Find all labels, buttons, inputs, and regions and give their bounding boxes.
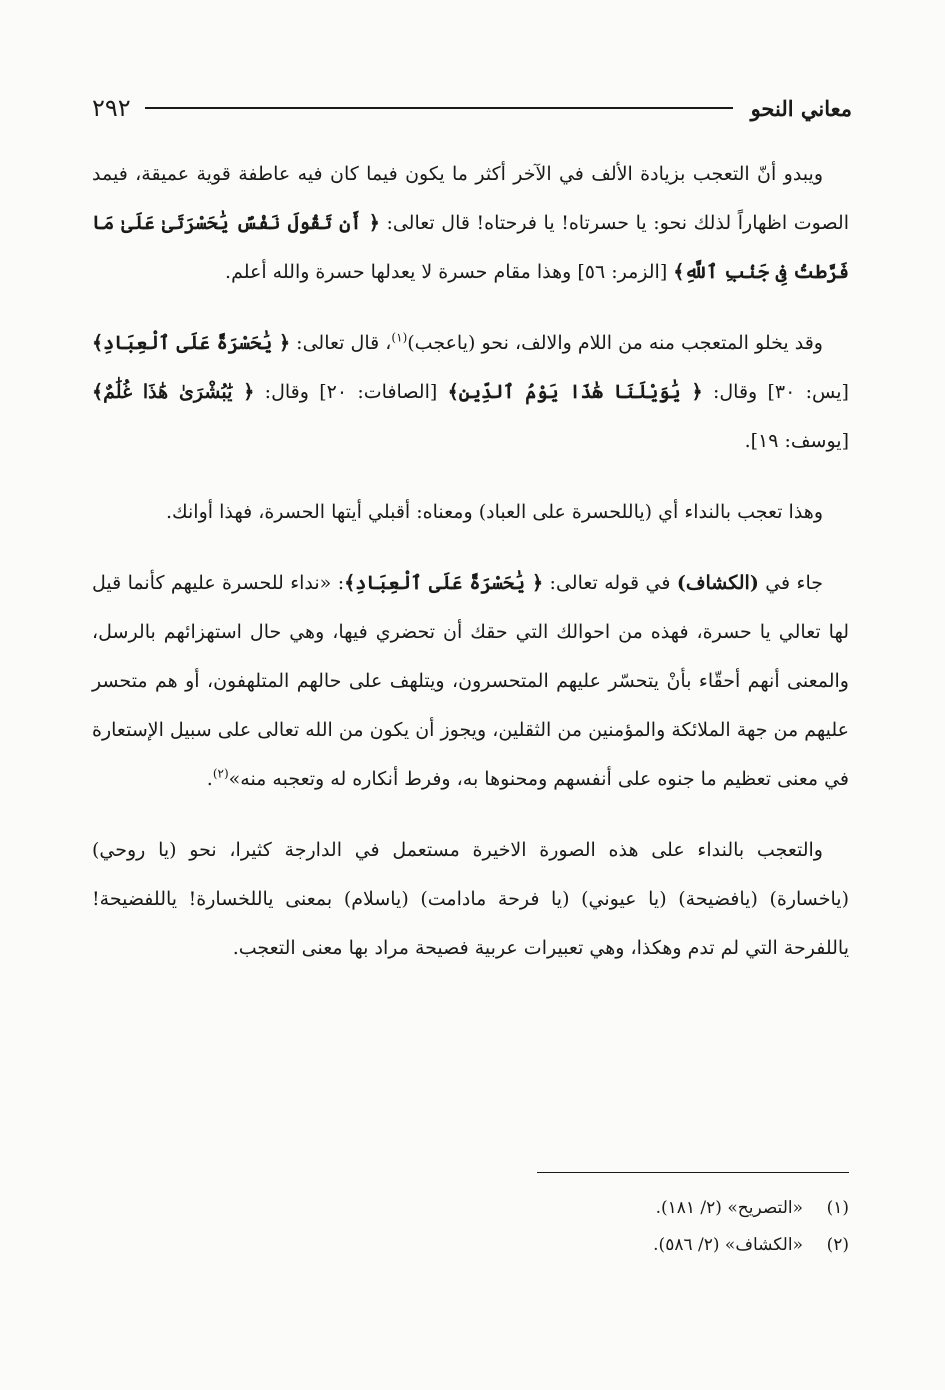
footnote-text: «التصريح» (٢/ ١٨١). <box>655 1198 803 1218</box>
paragraph-3-text: وهذا تعجب بالنداء أي (ياللحسرة على العباد) ومعناه: أقبلي أيتها الحسرة، فهذا أوانك. <box>165 501 823 523</box>
footnote-ref-1: (١) <box>391 330 408 345</box>
paragraph-4-text-b: في قوله تعالى: <box>543 572 677 594</box>
footnote-ref-2: (٢) <box>212 766 229 781</box>
paragraph-2-text-c: [يس: ٣٠] وقال: <box>702 381 849 403</box>
paragraph-2-text-e: [يوسف: ١٩]. <box>744 430 849 452</box>
running-title: معاني النحو <box>750 95 852 121</box>
paragraph-2 <box>92 319 849 466</box>
paragraph-1-text-a: ويبدو أنّ التعجب بزيادة الألف في الآخر أكثر ما يكون فيما كان فيه عاطفة قوية عميقة، فيمد الصوت اظهاراً لذلك نحو: يا حسرتاه! يا فرحتاه! قال تعالى: <box>92 163 849 234</box>
paragraph-2-text-b: ، قال تعالى: <box>290 332 392 354</box>
quran-verse: ﴿ أَن تَقُولَ نَفْسٌ يَٰحَسْرَتَىٰ عَلَىٰ مَا فَرَّطتُ فِى جَنۢبِ ٱللَّهِ﴾ <box>92 212 849 283</box>
footnote-2 <box>92 1227 849 1264</box>
body-text <box>92 150 849 995</box>
footnote-number: (٢) <box>826 1235 849 1255</box>
kashaf-reference: (الكشاف) <box>676 572 759 594</box>
header-rule <box>145 107 733 109</box>
footnote-text: «الكشاف» (٢/ ٥٨٦). <box>653 1235 803 1255</box>
paragraph-1 <box>92 150 849 297</box>
paragraph-4 <box>92 559 849 804</box>
paragraph-4-text-a: جاء في <box>758 572 823 594</box>
paragraph-5 <box>92 826 849 973</box>
paragraph-2-text-d: [الصافات: ٢٠] وقال: <box>254 381 448 403</box>
paragraph-4-text-d: . <box>206 768 213 790</box>
paragraph-5-text: والتعجب بالنداء على هذه الصورة الاخيرة مستعمل في الدارجة كثيرا، نحو (يا روحي) (ياخسارة) (يافضيحة) (يا عيوني) (يا فرحة مادامت) (ياسلام) بمعنى ياللخسارة! ياللفضيحة! ياللفرحة التي لم تدم وهكذا، وهي تعبيرات عربية فصيحة مراد بها معنى التعجب. <box>92 839 849 959</box>
page-number: ٢٩٢ <box>92 94 131 122</box>
footnotes <box>92 1190 849 1264</box>
paragraph-1-text-b: [الزمر: ٥٦] وهذا مقام حسرة لا يعدلها حسرة والله أعلم. <box>225 261 674 283</box>
quran-verse: ﴿ يَٰبُشْرَىٰ هَٰذَا غُلَٰمٌ﴾ <box>92 381 255 403</box>
paragraph-4-text-c: : «نداء للحسرة عليهم كأنما قيل لها تعالي يا حسرة، فهذه من احوالك التي حقك أن تحضري فيها، وهي حال استهزائهم بالرسل، والمعنى أنهم أحقّاء بأنْ يتحسّر عليهم المتحسرون، ويتلهف على حالهم المتلهفون، أو هم متحسر عليهم من جهة الملائكة والمؤمنين من الثقلين، ويجوز أن يكون من الله تعالى على سبيل الإستعارة في معنى تعظيم ما جنوه على أنفسهم ومحنوها به، وفرط أنكاره له وتعجبه منه» <box>92 572 849 790</box>
quran-verse: ﴿ يَٰحَسْرَةً عَلَى ٱلْعِبَادِ﴾ <box>92 332 291 354</box>
quran-verse: ﴿ يَٰحَسْرَةً عَلَى ٱلْعِبَادِ﴾ <box>344 572 544 594</box>
paragraph-2-text-a: وقد يخلو المتعجب منه من اللام والالف، نحو (ياعجب) <box>407 332 823 354</box>
footnote-1 <box>92 1190 849 1227</box>
footnote-number: (١) <box>826 1198 849 1218</box>
page-header <box>92 88 852 128</box>
quran-verse: ﴿ يَٰوَيْلَنَا هَٰذَا يَوْمُ ٱلدِّينِ﴾ <box>447 381 703 403</box>
paragraph-3 <box>92 488 849 537</box>
footnote-separator <box>537 1172 849 1173</box>
